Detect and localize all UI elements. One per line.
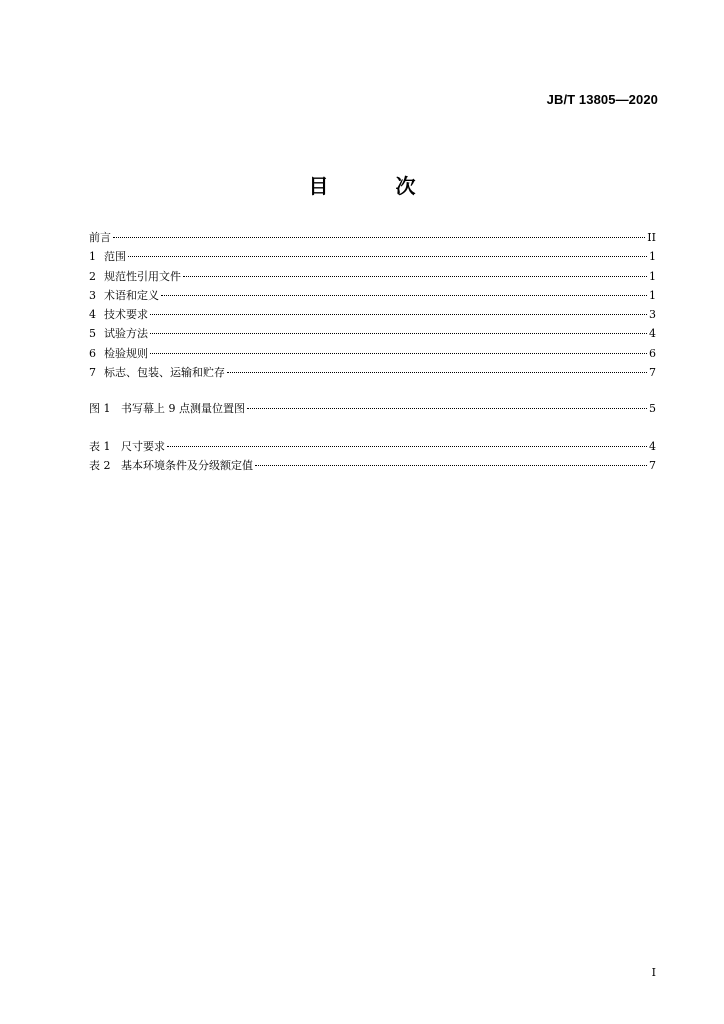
toc-entry-page: 1	[649, 269, 656, 283]
toc-table-number: 表 2	[89, 459, 111, 473]
toc-entry-page: II	[647, 231, 656, 244]
dot-leader	[247, 408, 647, 409]
toc-entry-number: 6	[89, 346, 96, 360]
document-code: JB/T 13805—2020	[546, 92, 658, 107]
toc-entry-title: 尺寸要求	[121, 440, 165, 453]
dot-leader	[150, 333, 647, 334]
toc-entry-technical-requirements[interactable]	[89, 305, 656, 324]
toc-entry-label	[89, 305, 148, 324]
toc-entry-number: 7	[89, 366, 96, 380]
toc-entry-page: 7	[649, 459, 656, 473]
toc-entry-page: 4	[649, 327, 656, 341]
toc-table-number: 表 1	[89, 440, 111, 453]
toc-entry-title: 试验方法	[104, 327, 148, 341]
toc-entry-title: 基本环境条件及分级额定值	[121, 459, 253, 473]
toc-entry-page: 3	[649, 308, 656, 322]
toc-entry-title: 检验规则	[104, 346, 148, 360]
toc-entry-label	[89, 399, 245, 418]
dot-leader	[150, 314, 647, 315]
toc-entry-page: 5	[649, 402, 656, 415]
dot-leader	[167, 446, 647, 447]
toc-entry-page: 1	[649, 288, 656, 302]
toc-entry-table-2[interactable]	[89, 456, 656, 475]
toc-entry-title: 术语和定义	[104, 288, 159, 302]
toc-entry-number: 4	[89, 308, 96, 322]
toc-entry-title: 技术要求	[104, 308, 148, 322]
dot-leader	[227, 372, 647, 373]
toc-entry-page: 7	[649, 366, 656, 380]
toc-entry-label	[89, 363, 225, 382]
toc-entry-table-1[interactable]	[89, 437, 656, 456]
toc-entry-marking-packaging[interactable]	[89, 363, 656, 382]
toc-entry-label: 前言	[89, 231, 111, 244]
toc-entry-number: 1	[89, 250, 96, 264]
toc-entry-test-methods[interactable]	[89, 324, 656, 343]
toc-entry-title: 范围	[104, 250, 126, 264]
toc-entry-label	[89, 456, 253, 475]
toc-entry-figure-1[interactable]	[89, 399, 656, 418]
toc-sections	[89, 228, 656, 382]
dot-leader	[161, 295, 647, 296]
toc-figures	[89, 399, 656, 418]
page-number: I	[651, 966, 656, 979]
toc-entry-label	[89, 437, 165, 456]
toc-entry-label	[89, 267, 181, 286]
toc-entry-page: 6	[649, 346, 656, 360]
toc-figure-number: 图 1	[89, 402, 111, 415]
toc-entry-number: 5	[89, 327, 96, 341]
page-title: 目 次	[308, 174, 446, 198]
toc-entry-terms-definitions[interactable]	[89, 286, 656, 305]
toc-entry-label	[89, 344, 148, 363]
toc-entry-title: 标志、包装、运输和贮存	[104, 366, 225, 380]
toc-entry-page: 4	[649, 440, 656, 453]
toc-entry-page: 1	[649, 250, 656, 264]
toc-entry-label	[89, 324, 148, 343]
dot-leader	[128, 256, 647, 257]
toc-entry-foreword[interactable]	[89, 228, 656, 247]
toc-entry-title: 规范性引用文件	[104, 269, 181, 283]
dot-leader	[255, 465, 647, 466]
dot-leader	[183, 276, 647, 277]
toc-entry-title: 书写幕上 9 点测量位置图	[121, 402, 245, 415]
toc-entry-scope[interactable]	[89, 247, 656, 266]
toc-entry-inspection-rules[interactable]	[89, 344, 656, 363]
dot-leader	[150, 353, 647, 354]
toc-entry-number: 3	[89, 288, 96, 302]
toc-entry-number: 2	[89, 269, 96, 283]
toc-entry-label	[89, 247, 126, 266]
toc-entry-normative-references[interactable]	[89, 267, 656, 286]
toc-tables	[89, 437, 656, 476]
dot-leader	[113, 237, 645, 238]
toc-entry-label	[89, 286, 159, 305]
